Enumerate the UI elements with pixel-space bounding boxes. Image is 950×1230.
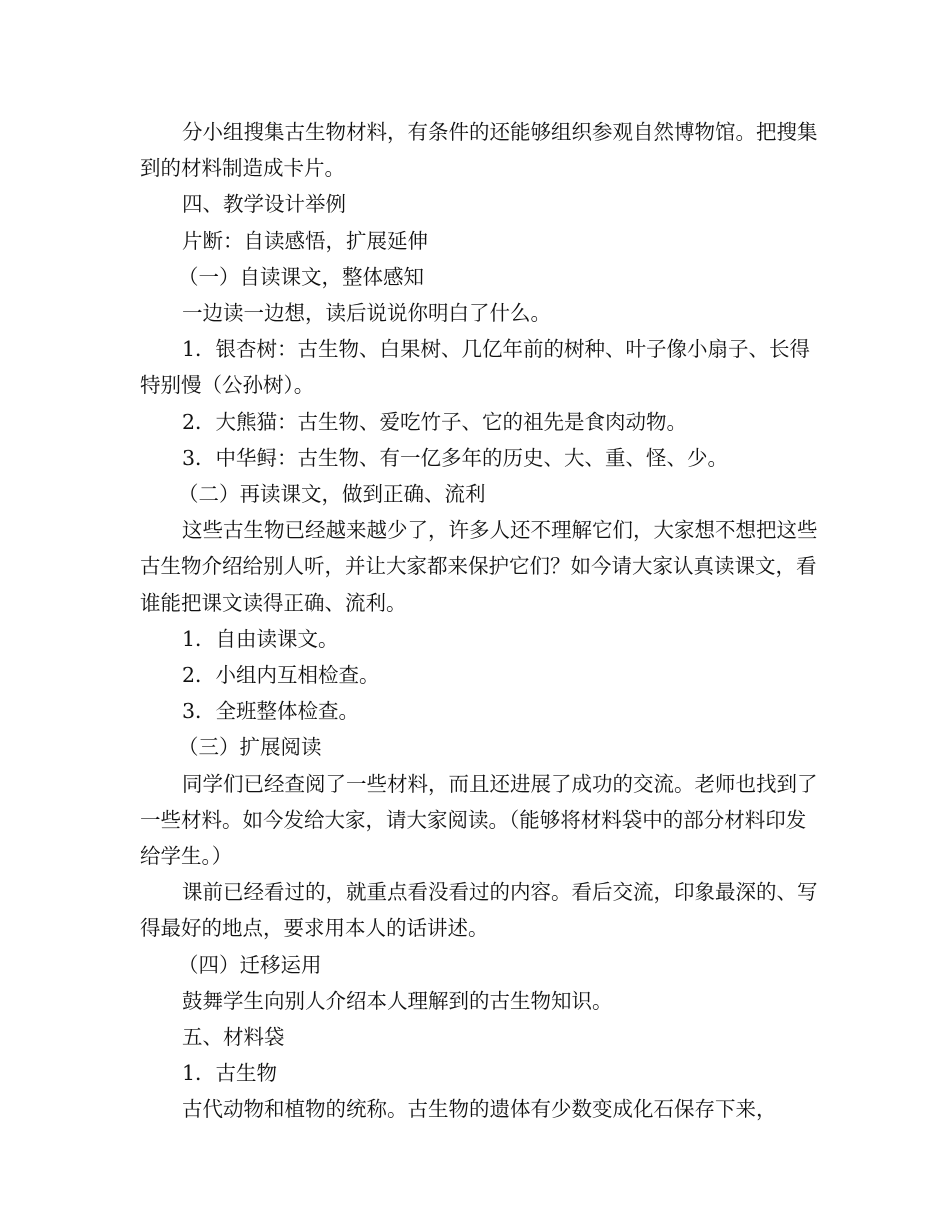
section-subheading-excerpt: 片断：自读感悟，扩展延伸: [182, 228, 428, 253]
section-heading-materials: 五、材料袋: [182, 1025, 285, 1050]
step-heading-2: （二）再读课文，做到正确、流利: [178, 482, 486, 507]
list-item-free-read: 1．自由读课文。: [182, 626, 339, 651]
list-item-class-check: 3．全班整体检查。: [182, 699, 360, 724]
step-heading-3: （三）扩展阅读: [178, 735, 322, 760]
step-heading-4: （四）迁移运用: [178, 952, 322, 977]
paragraph-protect: 这些古生物已经越来越少了，许多人还不理解它们，大家想不想把这些古生物介绍给别人听，并让大家都来保护它们？如今请大家认真读课文，看谁能把课文读得正确、流利。: [140, 518, 818, 615]
paragraph-paleo-definition: 古代动物和植物的统称。古生物的遗体有少数变成化石保存下来，: [182, 1097, 777, 1122]
list-item-panda: 2．大熊猫：古生物、爱吃竹子、它的祖先是食肉动物。: [182, 409, 688, 434]
list-item-sturgeon: 3．中华鲟：古生物、有一亿多年的历史、大、重、怪、少。: [182, 445, 729, 470]
paragraph-exchange: 课前已经看过的，就重点看没看过的内容。看后交流，印象最深的、写得最好的地点，要求用本人的话讲述。: [140, 880, 818, 941]
paragraph-apply: 鼓舞学生向别人介绍本人理解到的古生物知识。: [182, 988, 613, 1013]
paragraph-read-think: 一边读一边想，读后说说你明白了什么。: [182, 301, 551, 326]
document-body: [140, 114, 820, 1128]
list-item-paleo: 1．古生物: [182, 1061, 278, 1086]
section-heading-teaching-design: 四、教学设计举例: [182, 192, 346, 217]
list-item-group-check: 2．小组内互相检查。: [182, 663, 380, 688]
step-heading-1: （一）自读课文，整体感知: [178, 264, 424, 289]
paragraph-intro: 分小组搜集古生物材料，有条件的还能够组织参观自然博物馆。把搜集到的材料制造成卡片。: [140, 120, 818, 181]
paragraph-materials: 同学们已经查阅了一些材料，而且还进展了成功的交流。老师也找到了一些材料。如今发给大家，请大家阅读。（能够将材料袋中的部分材料印发给学生。）: [140, 771, 818, 869]
list-item-ginkgo: 1．银杏树：古生物、白果树、几亿年前的树种、叶子像小扇子、长得特别慢（公孙树）。: [140, 337, 811, 398]
